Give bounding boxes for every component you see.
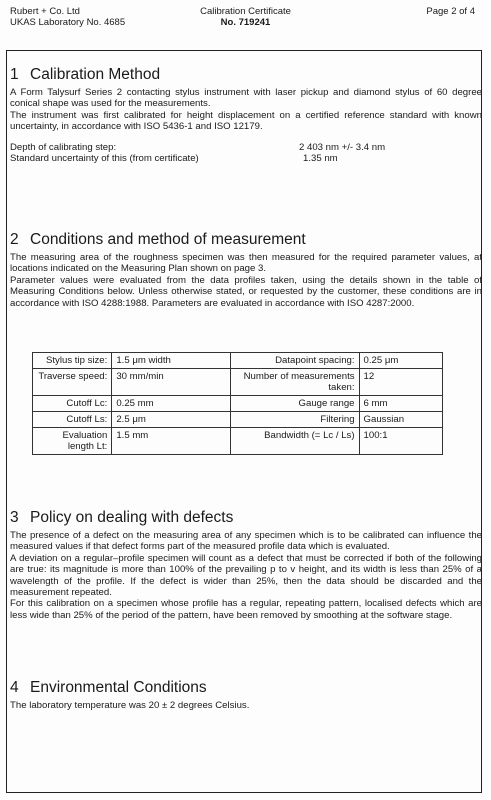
section-body bbox=[10, 700, 482, 711]
table-label: Cutoff Lc: bbox=[33, 396, 112, 412]
header-center bbox=[0, 6, 491, 28]
table-row bbox=[33, 353, 443, 369]
lab-number: UKAS Laboratory No. 4685 bbox=[10, 17, 126, 28]
table-label: Traverse speed: bbox=[33, 369, 112, 396]
section-conditions bbox=[10, 231, 482, 309]
paragraph: The presence of a defect on the measuring area of any specimen which is to be calibrated can influence the measured values if that defect forms part of the measured profile data which is evaluated. bbox=[10, 530, 482, 553]
measuring-conditions-table bbox=[32, 352, 443, 455]
section-body bbox=[10, 530, 482, 621]
depth-label: Depth of calibrating step: bbox=[10, 141, 117, 153]
depth-value: 2 403 nm +/- 3.4 nm bbox=[299, 141, 386, 153]
table-label: Evaluation length Lt: bbox=[33, 428, 112, 455]
section-defect-policy bbox=[10, 509, 482, 621]
paragraph: A Form Talysurf Series 2 contacting stylus instrument with laser pickup and diamond stylus of 60 degree conical shape was used for the measurements. bbox=[10, 87, 482, 110]
table-value: 100:1 bbox=[359, 428, 442, 455]
table-value: Gaussian bbox=[359, 412, 442, 428]
table-value: 30 mm/min bbox=[112, 369, 230, 396]
paragraph: The measuring area of the roughness specimen was then measured for the required parameter values, at locations indicated on the Measuring Plan shown on page 3. bbox=[10, 252, 482, 275]
table-value: 1.5 mm bbox=[112, 428, 230, 455]
section-title: Calibration Method bbox=[30, 66, 161, 83]
section-number: 2 bbox=[10, 231, 19, 248]
table-value: 0.25 μm bbox=[359, 353, 442, 369]
section-body bbox=[10, 252, 482, 309]
section-number: 4 bbox=[10, 679, 19, 696]
table-label: Cutoff Ls: bbox=[33, 412, 112, 428]
section-heading bbox=[10, 231, 482, 249]
section-number: 1 bbox=[10, 66, 19, 83]
paragraph: For this calibration on a specimen whose profile has a regular, repeating pattern, localised defects which are less wide than 25% of the period of the pattern, have been removed by smoothing at the software stage. bbox=[10, 598, 482, 621]
step-depth-info bbox=[10, 142, 482, 166]
section-number: 3 bbox=[10, 509, 19, 526]
section-environmental bbox=[10, 679, 482, 711]
paragraph: Parameter values were evaluated from the data profiles taken, using the details shown in the table of Measuring Conditions below. Unless otherwise stated, or requested by the customer, these conditions are in accordance with ISO 4288:1988. Parameters are evaluated in accordance with ISO 4287:2000. bbox=[10, 274, 482, 309]
document-title: Calibration Certificate bbox=[200, 6, 291, 17]
table-row bbox=[33, 396, 443, 412]
section-title: Conditions and method of measurement bbox=[30, 231, 306, 248]
page-number: Page 2 of 4 bbox=[426, 6, 475, 17]
uncertainty-label: Standard uncertainty of this (from certificate) bbox=[10, 152, 199, 164]
company-name: Rubert + Co. Ltd bbox=[10, 6, 80, 17]
section-title: Policy on dealing with defects bbox=[30, 509, 234, 526]
table-row bbox=[33, 369, 443, 396]
table-row bbox=[33, 428, 443, 455]
table-value: 12 bbox=[359, 369, 442, 396]
table-value: 1.5 μm width bbox=[112, 353, 230, 369]
table-label: Datapoint spacing: bbox=[230, 353, 359, 369]
table-label: Filtering bbox=[230, 412, 359, 428]
paragraph: The laboratory temperature was 20 ± 2 degrees Celsius. bbox=[10, 700, 250, 711]
table-value: 0.25 mm bbox=[112, 396, 230, 412]
table-value: 6 mm bbox=[359, 396, 442, 412]
section-calibration-method bbox=[10, 66, 482, 166]
table-label: Stylus tip size: bbox=[33, 353, 112, 369]
section-title: Environmental Conditions bbox=[30, 679, 207, 696]
table-label: Number of measurements taken: bbox=[230, 369, 359, 396]
paragraph: The instrument was first calibrated for height displacement on a certified reference standard with known uncertainty, in accordance with ISO 5436-1 and ISO 12179. bbox=[10, 109, 482, 133]
uncertainty-value: 1.35 nm bbox=[303, 152, 338, 164]
table-label: Gauge range bbox=[230, 396, 359, 412]
section-heading bbox=[10, 509, 482, 527]
paragraph: A deviation on a regular–profile specimen will count as a defect that must be corrected if both of the following are true: its magnitude is more than 100% of the prevailing p to v height, and its width is less than 25% of a wavelength of the profile. If the defect is wider than 25%, then the data should be discarded and the measurement repeated. bbox=[10, 552, 482, 599]
table-row bbox=[33, 412, 443, 428]
table-label: Bandwidth (= Lc / Ls) bbox=[230, 428, 359, 455]
section-heading bbox=[10, 66, 482, 84]
section-heading bbox=[10, 679, 482, 697]
certificate-number: No. 719241 bbox=[220, 17, 271, 28]
section-body bbox=[10, 87, 482, 133]
table-value: 2.5 μm bbox=[112, 412, 230, 428]
